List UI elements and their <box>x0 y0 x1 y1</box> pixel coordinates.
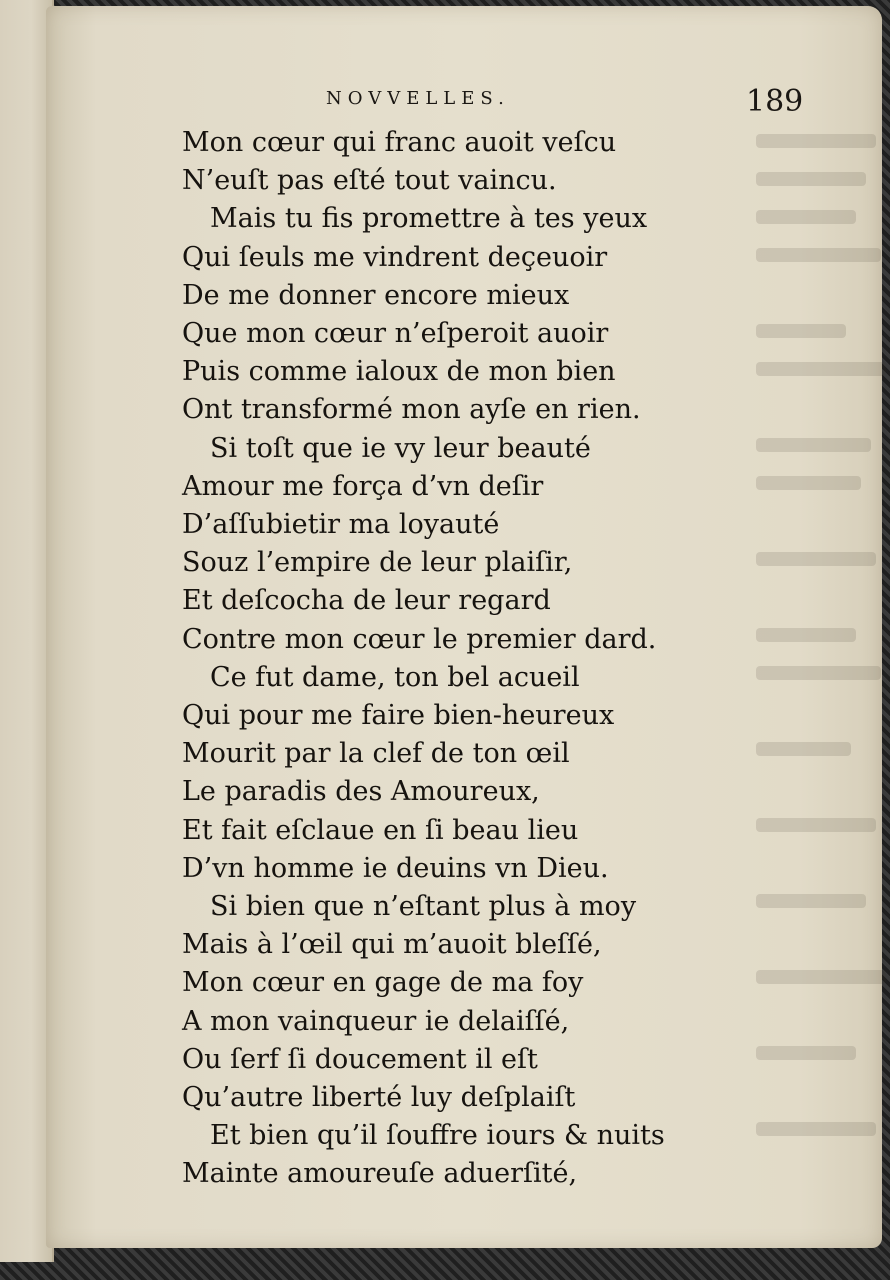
poem-line: D’aſſubietir ma loyauté <box>182 509 500 541</box>
poem-line: Si bien que n’eſtant plus à moy <box>210 891 637 923</box>
poem-line: Ont transformé mon ayſe en rien. <box>182 394 641 426</box>
poem-line: Qui ſeuls me vindrent deçeuoir <box>182 241 608 273</box>
poem-line: Le paradis des Amoureux, <box>182 776 540 808</box>
poem-line: Contre mon cœur le premier dard. <box>182 623 657 655</box>
poem-line: A mon vainqueur ie delaiſſé, <box>182 1005 570 1037</box>
poem-line: Mais à l’œil qui m’auoit bleſſé, <box>182 929 602 961</box>
poem-line: Et fait eſclaue en ſi beau lieu <box>182 814 579 846</box>
poem-line: De me donner encore mieux <box>182 279 570 311</box>
poem-line: Amour me força d’vn deſir <box>182 470 544 502</box>
running-head: NOVVELLES. <box>326 88 510 109</box>
poem-line: Mon cœur en gage de ma foy <box>182 967 584 999</box>
poem-line: Mais tu fis promettre à tes yeux <box>210 203 648 235</box>
poem-line: Puis comme ialoux de mon bien <box>182 356 616 388</box>
poem-line: Et deſcocha de leur regard <box>182 585 551 617</box>
bleed-through-marks <box>746 126 890 1186</box>
poem-line: Mon cœur qui franc auoit veſcu <box>182 127 617 158</box>
poem-text <box>182 124 742 1194</box>
show-through-texture <box>746 126 890 1186</box>
poem-line: D’vn homme ie deuins vn Dieu. <box>182 852 609 884</box>
poem-line: N’euſt pas eſté tout vaincu. <box>182 165 557 197</box>
book-page <box>46 6 882 1248</box>
poem-line: Ou ſerf ſi doucement il eſt <box>182 1043 538 1075</box>
poem-line: Que mon cœur n’eſperoit auoir <box>182 318 609 350</box>
poem-line: Et bien qu’il ſouffre iours & nuits <box>210 1120 665 1152</box>
poem-line: Qui pour me faire bien-heureux <box>182 700 615 732</box>
poem-line: Mainte amoureuſe aduerſité, <box>182 1158 578 1190</box>
poem-line: Ce fut dame, ton bel acueil <box>210 661 580 693</box>
poem-line: Souz l’empire de leur plaiſir, <box>182 547 573 579</box>
page-number: 189 <box>746 84 804 119</box>
poem-line: Mourit par la clef de ton œil <box>182 738 570 770</box>
poem-line: Qu’autre liberté luy deſplaiſt <box>182 1082 576 1114</box>
poem-line: Si toſt que ie vy leur beauté <box>210 432 591 464</box>
